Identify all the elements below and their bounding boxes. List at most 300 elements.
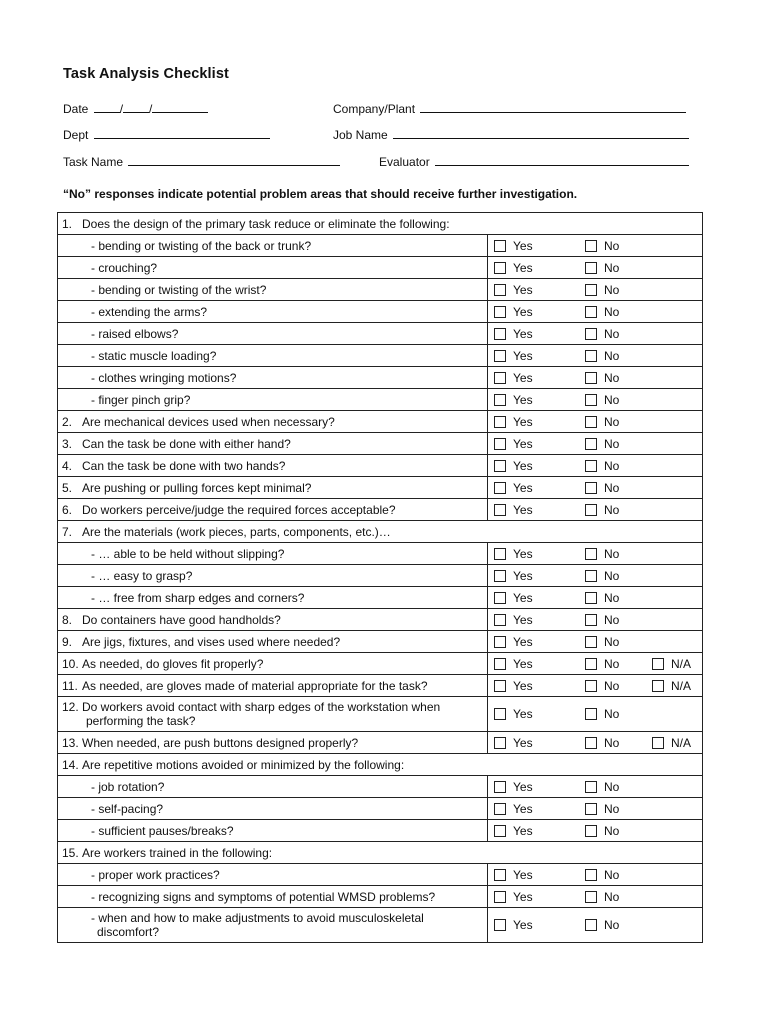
- yes-label: Yes: [513, 735, 533, 750]
- no-option[interactable]: [585, 569, 619, 583]
- question-text: Are mechanical devices used when necessary?: [82, 414, 335, 429]
- yes-checkbox[interactable]: [494, 306, 506, 318]
- no-checkbox[interactable]: [585, 328, 597, 340]
- question-cell: [58, 587, 488, 609]
- checklist-row: [58, 433, 703, 455]
- answer-cell: [488, 235, 703, 257]
- no-checkbox[interactable]: [585, 708, 597, 720]
- no-label: No: [604, 735, 620, 750]
- no-option[interactable]: [585, 305, 619, 319]
- no-label: No: [604, 918, 620, 932]
- answer-cell: [488, 675, 703, 697]
- task-name-field[interactable]: [63, 153, 340, 169]
- yes-label: Yes: [513, 458, 533, 473]
- yes-label: Yes: [513, 502, 533, 517]
- question-cell: [58, 842, 703, 864]
- question-cell: [58, 609, 488, 631]
- yes-option[interactable]: [494, 393, 533, 407]
- no-checkbox[interactable]: [585, 460, 597, 472]
- no-option[interactable]: [585, 802, 619, 816]
- question-number: 15.: [62, 845, 79, 860]
- question-number: 8.: [62, 612, 73, 627]
- question-text: As needed, are gloves made of material appropriate for the task?: [82, 678, 428, 693]
- yes-option[interactable]: [494, 824, 533, 838]
- answer-cell: [488, 257, 703, 279]
- yes-checkbox[interactable]: [494, 548, 506, 560]
- question-cell: [58, 820, 488, 842]
- question-number: 9.: [62, 634, 73, 649]
- question-text: Are workers trained in the following:: [82, 845, 273, 860]
- yes-option[interactable]: [494, 481, 533, 495]
- answer-cell: [488, 323, 703, 345]
- yes-checkbox[interactable]: [494, 825, 506, 837]
- question-cell: [58, 543, 488, 565]
- no-option[interactable]: [585, 239, 619, 253]
- company-plant-label: Company/Plant: [333, 102, 416, 116]
- na-label: N/A: [671, 656, 692, 671]
- yes-checkbox[interactable]: [494, 658, 506, 670]
- checklist-row: [58, 798, 703, 820]
- yes-label: Yes: [513, 656, 533, 671]
- answer-cell: [488, 587, 703, 609]
- question-text: - when and how to make adjustments to avoid musculoskeletal: [91, 911, 424, 925]
- answer-cell: [488, 279, 703, 301]
- checklist-table: [57, 212, 703, 943]
- dept-label: Dept: [63, 128, 89, 142]
- no-label: No: [604, 867, 620, 882]
- question-text-continued: performing the task?: [86, 714, 196, 728]
- yes-option[interactable]: [494, 635, 533, 649]
- no-checkbox[interactable]: [585, 781, 597, 793]
- no-label: No: [604, 414, 620, 429]
- answer-cell: [488, 776, 703, 798]
- yes-option[interactable]: [494, 707, 533, 721]
- na-checkbox[interactable]: [652, 658, 664, 670]
- no-label: No: [604, 502, 620, 517]
- no-checkbox[interactable]: [585, 570, 597, 582]
- checklist-row: [58, 323, 703, 345]
- question-cell: [58, 521, 703, 543]
- no-option[interactable]: [585, 503, 619, 517]
- evaluator-label: Evaluator: [379, 155, 430, 169]
- checklist-row: [58, 609, 703, 631]
- no-label: No: [604, 436, 620, 451]
- yes-label: Yes: [513, 392, 533, 407]
- yes-checkbox[interactable]: [494, 394, 506, 406]
- question-cell: [58, 732, 488, 754]
- yes-checkbox[interactable]: [494, 240, 506, 252]
- dept-field[interactable]: [63, 126, 270, 142]
- checklist-row: [58, 565, 703, 587]
- yes-label: Yes: [513, 867, 533, 882]
- yes-option[interactable]: [494, 305, 533, 319]
- no-label: No: [604, 282, 620, 297]
- question-cell: [58, 411, 488, 433]
- no-label: No: [604, 568, 620, 583]
- answer-cell: [488, 411, 703, 433]
- answer-cell: [488, 389, 703, 411]
- yes-checkbox[interactable]: [494, 919, 506, 931]
- no-checkbox[interactable]: [585, 614, 597, 626]
- no-checkbox[interactable]: [585, 504, 597, 516]
- checklist-row: [58, 697, 703, 732]
- question-cell: [58, 653, 488, 675]
- no-option[interactable]: [585, 824, 619, 838]
- yes-option[interactable]: [494, 591, 533, 605]
- no-checkbox[interactable]: [585, 438, 597, 450]
- question-text: - sufficient pauses/breaks?: [91, 823, 234, 838]
- no-checkbox[interactable]: [585, 482, 597, 494]
- yes-checkbox[interactable]: [494, 781, 506, 793]
- no-checkbox[interactable]: [585, 803, 597, 815]
- yes-option[interactable]: [494, 547, 533, 561]
- checklist-row: [58, 820, 703, 842]
- na-checkbox[interactable]: [652, 737, 664, 749]
- yes-option[interactable]: [494, 918, 533, 932]
- instruction-note: “No” responses indicate potential problem areas that should receive further investigation.: [63, 187, 578, 201]
- no-checkbox[interactable]: [585, 350, 597, 362]
- yes-label: Yes: [513, 918, 533, 932]
- question-number: 14.: [62, 757, 79, 772]
- yes-checkbox[interactable]: [494, 869, 506, 881]
- checklist-row: [58, 345, 703, 367]
- no-checkbox[interactable]: [585, 240, 597, 252]
- no-label: No: [604, 634, 620, 649]
- question-number: 11.: [62, 678, 78, 693]
- no-option[interactable]: [585, 613, 619, 627]
- job-name-field[interactable]: [333, 126, 689, 142]
- yes-label: Yes: [513, 634, 533, 649]
- yes-option[interactable]: [494, 239, 533, 253]
- no-option[interactable]: [585, 679, 619, 693]
- no-checkbox[interactable]: [585, 737, 597, 749]
- task-name-label: Task Name: [63, 155, 124, 169]
- no-checkbox[interactable]: [585, 592, 597, 604]
- question-text: As needed, do gloves fit properly?: [82, 656, 264, 671]
- no-checkbox[interactable]: [585, 262, 597, 274]
- yes-checkbox[interactable]: [494, 350, 506, 362]
- checklist-section-row: [58, 521, 703, 543]
- yes-checkbox[interactable]: [494, 592, 506, 604]
- checklist-row: [58, 455, 703, 477]
- question-cell: [58, 565, 488, 587]
- yes-checkbox[interactable]: [494, 636, 506, 648]
- question-number: 12.: [62, 700, 79, 714]
- checklist-row: [58, 776, 703, 798]
- yes-option[interactable]: [494, 503, 533, 517]
- checklist-row: [58, 908, 703, 943]
- no-label: No: [604, 348, 620, 363]
- question-text: Can the task be done with two hands?: [82, 458, 286, 473]
- no-label: No: [604, 260, 620, 275]
- yes-label: Yes: [513, 238, 533, 253]
- no-label: No: [604, 590, 620, 605]
- no-checkbox[interactable]: [585, 891, 597, 903]
- no-option[interactable]: [585, 547, 619, 561]
- question-number: 5.: [62, 480, 73, 495]
- yes-label: Yes: [513, 370, 533, 385]
- answer-cell: [488, 697, 703, 732]
- question-text: When needed, are push buttons designed properly?: [82, 735, 359, 750]
- yes-label: Yes: [513, 282, 533, 297]
- answer-cell: [488, 367, 703, 389]
- no-checkbox[interactable]: [585, 394, 597, 406]
- date-field[interactable]: Date / /: [63, 100, 208, 116]
- company-plant-field[interactable]: [333, 100, 686, 116]
- question-cell: [58, 886, 488, 908]
- question-text: - self-pacing?: [91, 801, 164, 816]
- no-option[interactable]: [585, 657, 619, 671]
- yes-checkbox[interactable]: [494, 416, 506, 428]
- yes-option[interactable]: [494, 261, 533, 275]
- no-option[interactable]: [585, 736, 619, 750]
- yes-option[interactable]: [494, 327, 533, 341]
- no-checkbox[interactable]: [585, 306, 597, 318]
- yes-option[interactable]: [494, 780, 533, 794]
- no-label: No: [604, 238, 620, 253]
- answer-cell: [488, 565, 703, 587]
- no-option[interactable]: [585, 481, 619, 495]
- question-number: 4.: [62, 458, 73, 473]
- answer-cell: [488, 820, 703, 842]
- question-text: - job rotation?: [91, 779, 165, 794]
- na-option[interactable]: [652, 657, 691, 671]
- yes-option[interactable]: [494, 679, 533, 693]
- checklist-row: [58, 653, 703, 675]
- answer-cell: [488, 455, 703, 477]
- yes-checkbox[interactable]: [494, 438, 506, 450]
- yes-label: Yes: [513, 260, 533, 275]
- no-checkbox[interactable]: [585, 548, 597, 560]
- yes-label: Yes: [513, 480, 533, 495]
- yes-checkbox[interactable]: [494, 708, 506, 720]
- no-option[interactable]: [585, 415, 619, 429]
- question-cell: [58, 433, 488, 455]
- question-cell: [58, 213, 703, 235]
- question-text: Are the materials (work pieces, parts, components, etc.)…: [82, 524, 391, 539]
- no-label: No: [604, 707, 620, 721]
- checklist-row: [58, 411, 703, 433]
- no-checkbox[interactable]: [585, 416, 597, 428]
- no-checkbox[interactable]: [585, 658, 597, 670]
- yes-checkbox[interactable]: [494, 803, 506, 815]
- yes-checkbox[interactable]: [494, 680, 506, 692]
- yes-option[interactable]: [494, 868, 533, 882]
- answer-cell: [488, 301, 703, 323]
- question-text: Can the task be done with either hand?: [82, 436, 291, 451]
- question-number: 6.: [62, 502, 73, 517]
- no-option[interactable]: [585, 707, 619, 721]
- no-option[interactable]: [585, 780, 619, 794]
- question-number: 3.: [62, 436, 73, 451]
- question-text: - finger pinch grip?: [91, 392, 191, 407]
- question-text: - recognizing signs and symptoms of potential WMSD problems?: [91, 889, 436, 904]
- no-option[interactable]: [585, 371, 619, 385]
- checklist-row: [58, 279, 703, 301]
- checklist-row: [58, 235, 703, 257]
- checklist-section-row: [58, 213, 703, 235]
- question-text: Are jigs, fixtures, and vises used where needed?: [82, 634, 341, 649]
- yes-checkbox[interactable]: [494, 460, 506, 472]
- no-checkbox[interactable]: [585, 825, 597, 837]
- question-text: Does the design of the primary task reduce or eliminate the following:: [82, 216, 450, 231]
- yes-checkbox[interactable]: [494, 262, 506, 274]
- question-text-continued: discomfort?: [97, 925, 160, 939]
- checklist-row: [58, 257, 703, 279]
- question-text: - clothes wringing motions?: [91, 370, 237, 385]
- date-label: Date: [63, 102, 89, 116]
- checklist-row: [58, 543, 703, 565]
- no-option[interactable]: [585, 918, 619, 932]
- question-text: - … free from sharp edges and corners?: [91, 590, 305, 605]
- yes-label: Yes: [513, 414, 533, 429]
- yes-checkbox[interactable]: [494, 737, 506, 749]
- no-checkbox[interactable]: [585, 284, 597, 296]
- no-label: No: [604, 370, 620, 385]
- yes-label: Yes: [513, 304, 533, 319]
- no-checkbox[interactable]: [585, 680, 597, 692]
- yes-checkbox[interactable]: [494, 284, 506, 296]
- no-option[interactable]: [585, 868, 619, 882]
- no-label: No: [604, 392, 620, 407]
- answer-cell: [488, 653, 703, 675]
- no-option[interactable]: [585, 393, 619, 407]
- na-checkbox[interactable]: [652, 680, 664, 692]
- no-option[interactable]: [585, 327, 619, 341]
- question-cell: [58, 908, 488, 943]
- answer-cell: [488, 345, 703, 367]
- no-label: No: [604, 656, 620, 671]
- yes-option[interactable]: [494, 283, 533, 297]
- no-option[interactable]: [585, 437, 619, 451]
- no-option[interactable]: [585, 591, 619, 605]
- question-cell: [58, 631, 488, 653]
- no-option[interactable]: [585, 459, 619, 473]
- checklist-row: [58, 499, 703, 521]
- question-text: Do containers have good handholds?: [82, 612, 281, 627]
- yes-checkbox[interactable]: [494, 328, 506, 340]
- yes-checkbox[interactable]: [494, 891, 506, 903]
- answer-cell: [488, 609, 703, 631]
- question-text: Do workers perceive/judge the required forces acceptable?: [82, 502, 396, 517]
- no-option[interactable]: [585, 283, 619, 297]
- yes-label: Yes: [513, 546, 533, 561]
- checklist-row: [58, 886, 703, 908]
- question-number: 1.: [62, 216, 73, 231]
- yes-option[interactable]: [494, 437, 533, 451]
- answer-cell: [488, 798, 703, 820]
- no-label: No: [604, 801, 620, 816]
- question-text: - … able to be held without slipping?: [91, 546, 285, 561]
- yes-label: Yes: [513, 779, 533, 794]
- yes-option[interactable]: [494, 349, 533, 363]
- question-cell: [58, 389, 488, 411]
- yes-label: Yes: [513, 823, 533, 838]
- no-option[interactable]: [585, 890, 619, 904]
- yes-option[interactable]: [494, 736, 533, 750]
- no-checkbox[interactable]: [585, 869, 597, 881]
- yes-option[interactable]: [494, 890, 533, 904]
- checklist-row: [58, 631, 703, 653]
- question-text: - crouching?: [91, 260, 158, 275]
- question-cell: [58, 864, 488, 886]
- yes-option[interactable]: [494, 371, 533, 385]
- yes-option[interactable]: [494, 657, 533, 671]
- yes-label: Yes: [513, 678, 533, 693]
- question-text: - static muscle loading?: [91, 348, 217, 363]
- question-text: - extending the arms?: [91, 304, 208, 319]
- yes-checkbox[interactable]: [494, 570, 506, 582]
- no-checkbox[interactable]: [585, 372, 597, 384]
- checklist-row: [58, 301, 703, 323]
- question-cell: [58, 776, 488, 798]
- na-option[interactable]: [652, 679, 691, 693]
- question-text: - bending or twisting of the back or trunk?: [91, 238, 312, 253]
- no-label: No: [604, 326, 620, 341]
- answer-cell: [488, 732, 703, 754]
- question-text: Are repetitive motions avoided or minimized by the following:: [82, 757, 405, 772]
- no-checkbox[interactable]: [585, 919, 597, 931]
- no-checkbox[interactable]: [585, 636, 597, 648]
- answer-cell: [488, 499, 703, 521]
- no-option[interactable]: [585, 261, 619, 275]
- yes-checkbox[interactable]: [494, 504, 506, 516]
- no-label: No: [604, 546, 620, 561]
- yes-option[interactable]: [494, 802, 533, 816]
- na-option[interactable]: [652, 736, 691, 750]
- answer-cell: [488, 864, 703, 886]
- question-text: Are pushing or pulling forces kept minimal?: [82, 480, 312, 495]
- na-label: N/A: [671, 735, 692, 750]
- checklist-row: [58, 587, 703, 609]
- question-number: 7.: [62, 524, 73, 539]
- question-number: 10.: [62, 656, 79, 671]
- yes-label: Yes: [513, 348, 533, 363]
- question-cell: [58, 754, 703, 776]
- yes-checkbox[interactable]: [494, 482, 506, 494]
- no-option[interactable]: [585, 349, 619, 363]
- yes-label: Yes: [513, 436, 533, 451]
- evaluator-field[interactable]: [379, 153, 689, 169]
- question-text: - raised elbows?: [91, 326, 179, 341]
- yes-checkbox[interactable]: [494, 614, 506, 626]
- checklist-row: [58, 675, 703, 697]
- answer-cell: [488, 886, 703, 908]
- no-label: No: [604, 612, 620, 627]
- question-cell: [58, 798, 488, 820]
- no-label: No: [604, 889, 620, 904]
- question-cell: [58, 257, 488, 279]
- yes-option[interactable]: [494, 613, 533, 627]
- question-cell: [58, 367, 488, 389]
- question-number: 13.: [62, 735, 79, 750]
- question-cell: [58, 675, 488, 697]
- question-text: - proper work practices?: [91, 867, 220, 882]
- yes-label: Yes: [513, 889, 533, 904]
- question-text: - … easy to grasp?: [91, 568, 193, 583]
- question-text: - bending or twisting of the wrist?: [91, 282, 267, 297]
- no-option[interactable]: [585, 635, 619, 649]
- yes-option[interactable]: [494, 569, 533, 583]
- yes-option[interactable]: [494, 415, 533, 429]
- question-cell: [58, 455, 488, 477]
- yes-label: Yes: [513, 568, 533, 583]
- yes-label: Yes: [513, 707, 533, 721]
- question-cell: [58, 279, 488, 301]
- no-label: No: [604, 779, 620, 794]
- yes-checkbox[interactable]: [494, 372, 506, 384]
- yes-option[interactable]: [494, 459, 533, 473]
